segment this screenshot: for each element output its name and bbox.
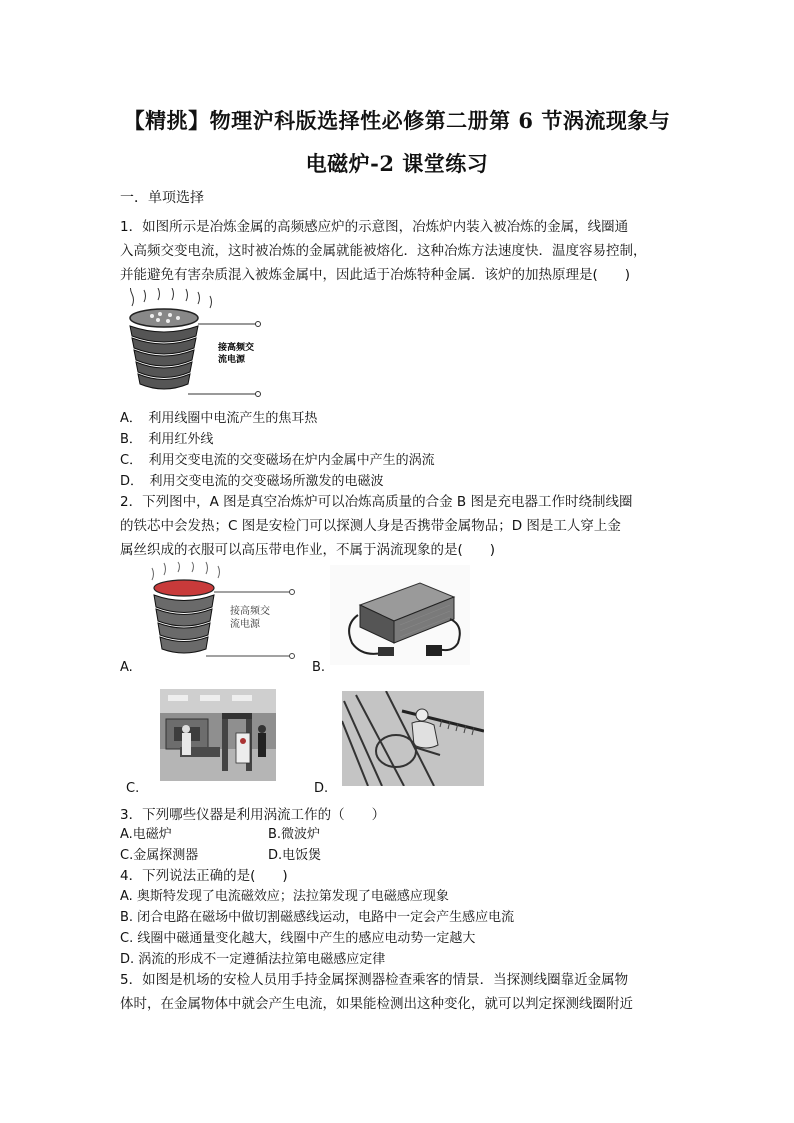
security-gate-figure [160,689,276,781]
q5-stem-line2: 体时，在金属物体中就会产生电流，如果能检测出这种变化，就可以判定探测线圈附近 [120,996,633,1012]
q5-stem-line1: 5．如图是机场的安检人员用手持金属探测器检查乘客的情景．当探测线圈靠近金属物 [120,972,629,988]
q3-stem: 3．下列哪些仪器是利用涡流工作的（ ） [120,807,386,823]
q4-option-b: B. 闭合电路在磁场中做切割磁感线运动，电路中一定会产生感应电流 [120,910,515,925]
q2-caption-c: C. [126,781,140,796]
doc-title-line1: 【精挑】物理沪科版选择性必修第二册第 6 节涡流现象与 [123,108,671,133]
q1-option-c: C． 利用交变电流的交变磁场在炉内金属中产生的涡流 [120,453,435,468]
q4-option-c: C. 线圈中磁通量变化越大，线圈中产生的感应电动势一定越大 [120,931,476,946]
q3-option-b: B.微波炉 [268,827,321,842]
section-heading: 一．单项选择 [120,190,204,206]
q1-stem-line2: 入高频交变电流，这时被冶炼的金属就能被熔化．这种冶炼方法速度快．温度容易控制， [120,243,647,259]
q4-option-a: A. 奥斯特发现了电流磁效应；法拉第发现了电磁感应现象 [120,889,449,904]
q3-option-a: A.电磁炉 [120,827,172,842]
q2-caption-d: D. [314,781,329,796]
q2-stem-line2: 的铁芯中会发热；C 图是安检门可以探测人身是否携带金属物品；D 图是工人穿上金 [120,518,621,534]
q1-stem-line1: 1．如图所示是冶炼金属的高频感应炉的示意图，冶炼炉内装入被冶炼的金属，线圈通 [120,219,629,235]
q2-stem-line1: 2．下列图中，A 图是真空冶炼炉可以冶炼高质量的合金 B 图是充电器工作时绕制线圈 [120,494,633,510]
q1-option-b: B． 利用红外线 [120,432,214,447]
doc-title-line2: 电磁炉-2 课堂练习 [305,151,489,176]
q2-caption-b: B. [312,660,326,675]
furnace-label-1: 接高频交 [218,343,255,353]
q1-stem-line3: 并能避免有害杂质混入被炼金属中，因此适于冶炼特种金属．该炉的加热原理是( ) [120,267,631,283]
furnace-label-2: 流电源 [218,355,246,365]
charger-figure [330,565,470,665]
fig-a-label-2: 流电源 [230,619,260,630]
q3-option-d: D.电饭煲 [268,848,322,863]
q2-stem-line3: 属丝织成的衣服可以高压带电作业，不属于涡流现象的是( ) [120,542,496,558]
power-line-worker-figure [342,691,484,786]
fig-a-label-1: 接高频交 [230,606,270,617]
q2-caption-a: A. [120,660,133,675]
q3-option-c: C.金属探测器 [120,848,199,863]
q1-option-a: A． 利用线圈中电流产生的焦耳热 [120,411,318,426]
vacuum-furnace-figure [140,560,300,664]
q4-stem: 4．下列说法正确的是( ) [120,868,288,884]
induction-furnace-figure [118,288,268,408]
q1-option-d: D． 利用交变电流的交变磁场所激发的电磁波 [120,474,384,489]
q4-option-d: D. 涡流的形成不一定遵循法拉第电磁感应定律 [120,952,386,967]
